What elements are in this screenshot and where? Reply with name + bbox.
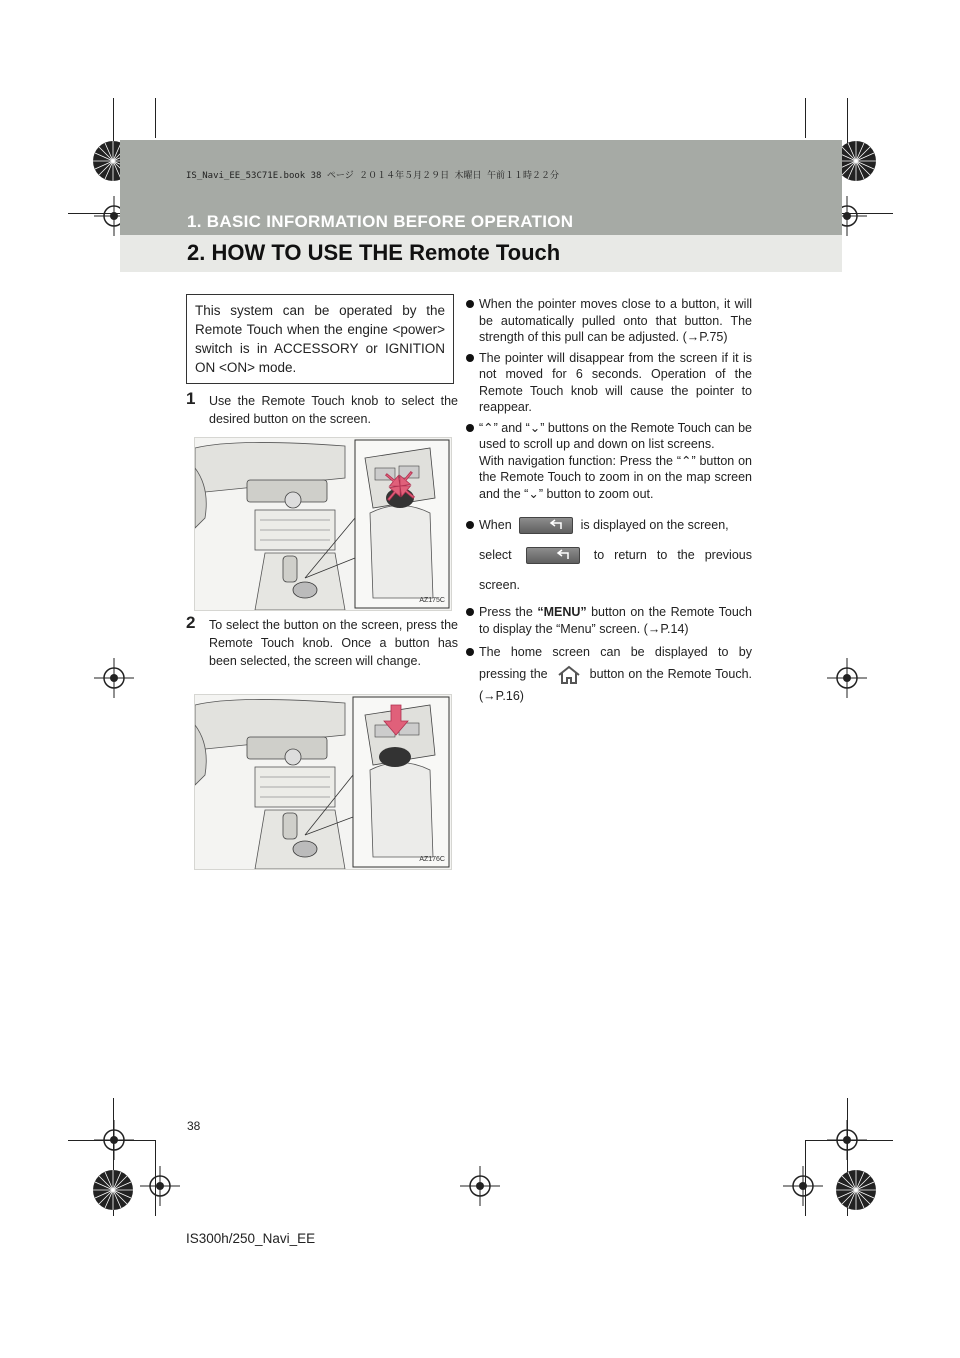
section-title: 1. BASIC INFORMATION BEFORE OPERATION [187,212,574,231]
back-button-icon [519,517,573,534]
page-number: 38 [187,1119,201,1133]
dashboard-drawing [195,695,451,869]
registration-mark-icon [832,1166,880,1214]
bullet-item [466,420,752,503]
home-icon [556,665,582,685]
bullet-text: The home screen can be displayed to by pressing the [479,645,752,681]
crop-mark [155,98,156,138]
bullet-text: is displayed on the screen, [580,518,729,532]
step-text: Use the Remote Touch knob to select the desired button on the screen. [209,394,458,426]
page-heading: 2. HOW TO USE THE Remote Touch [187,240,561,265]
figure-code: AZ176C [419,856,445,863]
print-info: IS_Navi_EE_53C71E.book 38 ページ ２０１４年５月２９日 木曜日 午前１１時２２分 [186,171,559,181]
bullet-dot [466,648,474,656]
bullet-dot [466,521,474,529]
remote-touch-select-illustration [194,437,452,611]
dashboard-drawing [195,438,451,610]
crosshair-mark-icon [94,1120,134,1160]
crosshair-mark-icon [827,658,867,698]
bullet-list [466,296,752,711]
bullet-item [466,350,752,416]
crosshair-mark-icon [783,1166,823,1206]
bullet-text: select [479,548,512,562]
crosshair-mark-icon [827,1120,867,1160]
step-text: To select the button on the screen, press the Remote Touch knob. Once a button has been selected, the screen will change. [209,618,458,668]
intro-box: This system can be operated by the Remote Touch when the engine <power> switch is in ACCESSORY or IGNITION ON <ON> mode. [186,294,454,384]
bullet-text: When the pointer moves close to a button, it will be automatically pulled onto that button. The strength of this pull can be adjusted. (→P.75) [479,297,752,344]
crosshair-mark-icon [460,1166,500,1206]
menu-label: “MENU” [537,605,587,619]
bullet-text: When [479,518,512,532]
bullet-text: to return to the previous screen. [479,548,752,592]
bullet-item [466,604,752,637]
bullet-text: button on the Remote Touch. (→P.16) [479,667,752,703]
bullet-item [466,296,752,346]
step-2 [186,613,458,670]
step-number: 1 [186,389,196,408]
bullet-text: Press the [479,605,533,619]
back-button-icon [526,547,580,564]
bullet-text: button on the Remote Touch to display the “Menu” screen. (→P.14) [479,605,752,636]
step-number: 2 [186,613,196,632]
bullet-text: The pointer will disappear from the screen if it is not moved for 6 seconds. Operation of the Remote Touch knob will cause the pointer to reappear. [479,350,752,414]
bullet-item [466,510,752,600]
step-1 [186,389,458,428]
bullet-text: “⌃” and “⌄” buttons on the Remote Touch can be used to scroll up and down on list screens. [479,420,752,451]
bullet-dot [466,300,474,308]
bullet-subtext: With navigation function: Press the “⌃” button on the Remote Touch to zoom in on the map screen and the “⌄” button to zoom out. [479,453,752,501]
figure-code: AZ175C [419,597,445,604]
footer-model: IS300h/250_Navi_EE [186,1231,316,1246]
registration-mark-icon [89,1166,137,1214]
bullet-item [466,641,752,707]
remote-touch-press-illustration [194,694,452,870]
crosshair-mark-icon [94,658,134,698]
crop-mark [805,98,806,138]
crosshair-mark-icon [140,1166,180,1206]
bullet-dot [466,424,474,432]
bullet-dot [466,608,474,616]
bullet-dot [466,354,474,362]
